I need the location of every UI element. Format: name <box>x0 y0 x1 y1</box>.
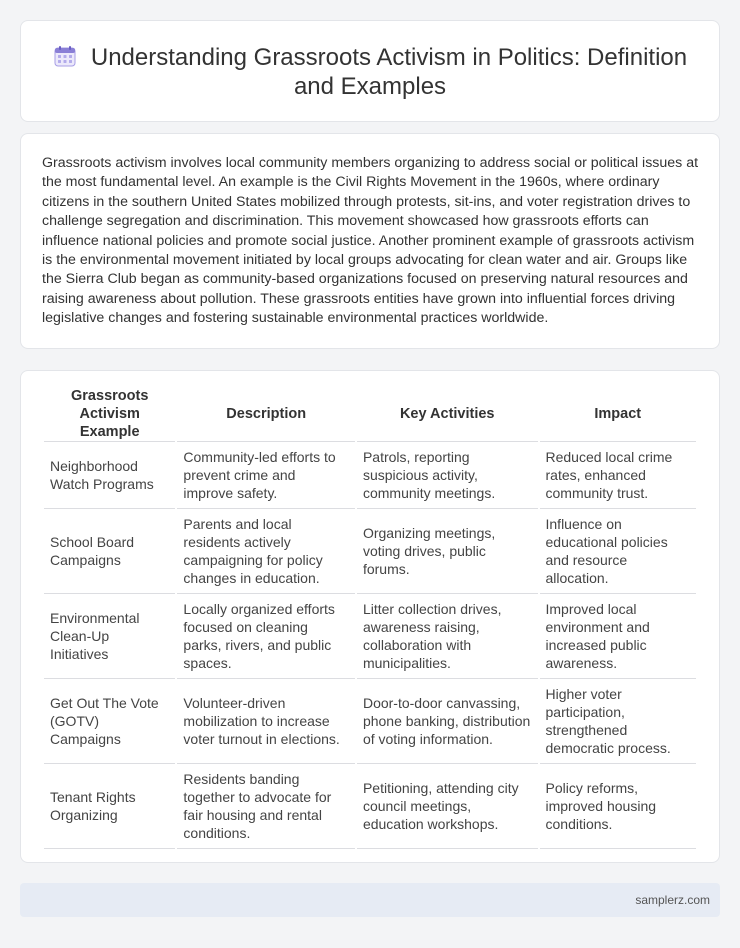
table-row <box>44 594 696 679</box>
cell-example: School Board Campaigns <box>44 509 175 594</box>
cell-example: Neighborhood Watch Programs <box>44 442 175 509</box>
header-key-activities: Key Activities <box>357 387 538 442</box>
cell-description: Locally organized efforts focused on cleaning parks, rivers, and public spaces. <box>177 594 355 679</box>
table-row <box>44 764 696 849</box>
cell-example: Tenant Rights Organizing <box>44 764 175 849</box>
footer-site-link[interactable]: samplerz.com <box>635 893 710 907</box>
table-card <box>20 370 720 863</box>
cell-impact: Reduced local crime rates, enhanced community trust. <box>540 442 697 509</box>
title-card <box>20 20 720 122</box>
cell-description: Parents and local residents actively campaigning for policy changes in education. <box>177 509 355 594</box>
calendar-icon <box>53 44 77 68</box>
footer-bar <box>20 883 720 917</box>
intro-paragraph: Grassroots activism involves local community members organizing to address social or political issues at the most fundamental level. An example is the Civil Rights Movement in the 1960s, where ordinary citizens in the southern United States mobilized through protests, sit-ins, and voter registration drives to challenge segregation and discrimination. This movement showcased how grassroots efforts can influence national policies and promote social justice. Another prominent example of grassroots activism is the environmental movement initiated by local groups advocating for clean water and air. Groups like the Sierra Club began as community-based organizations focused on preserving natural resources and raising awareness about pollution. These grassroots entities have grown into influential forces driving legislative changes and fostering sustainable environmental practices worldwide. <box>42 155 699 327</box>
cell-impact: Influence on educational policies and resource allocation. <box>540 509 697 594</box>
cell-key-activities: Door-to-door canvassing, phone banking, distribution of voting information. <box>357 679 538 764</box>
cell-impact: Higher voter participation, strengthened democratic process. <box>540 679 697 764</box>
page-title: Understanding Grassroots Activism in Politics: Definition and Examples <box>90 44 688 100</box>
table-header-row <box>44 387 696 442</box>
header-impact: Impact <box>540 387 697 442</box>
cell-impact: Policy reforms, improved housing conditions. <box>540 764 697 849</box>
table-row <box>44 442 696 509</box>
cell-key-activities: Petitioning, attending city council meetings, education workshops. <box>357 764 538 849</box>
examples-table <box>42 387 698 849</box>
cell-description: Residents banding together to advocate for fair housing and rental conditions. <box>177 764 355 849</box>
page-title-row <box>41 43 699 101</box>
cell-impact: Improved local environment and increased public awareness. <box>540 594 697 679</box>
header-example: Grassroots Activism Example <box>44 387 175 442</box>
table-row <box>44 509 696 594</box>
cell-example: Environmental Clean-Up Initiatives <box>44 594 175 679</box>
header-description: Description <box>177 387 355 442</box>
cell-example: Get Out The Vote (GOTV) Campaigns <box>44 679 175 764</box>
intro-card <box>20 133 720 349</box>
cell-key-activities: Litter collection drives, awareness raising, collaboration with municipalities. <box>357 594 538 679</box>
table-row <box>44 679 696 764</box>
cell-description: Community-led efforts to prevent crime and improve safety. <box>177 442 355 509</box>
cell-key-activities: Organizing meetings, voting drives, public forums. <box>357 509 538 594</box>
cell-description: Volunteer-driven mobilization to increase voter turnout in elections. <box>177 679 355 764</box>
cell-key-activities: Patrols, reporting suspicious activity, community meetings. <box>357 442 538 509</box>
